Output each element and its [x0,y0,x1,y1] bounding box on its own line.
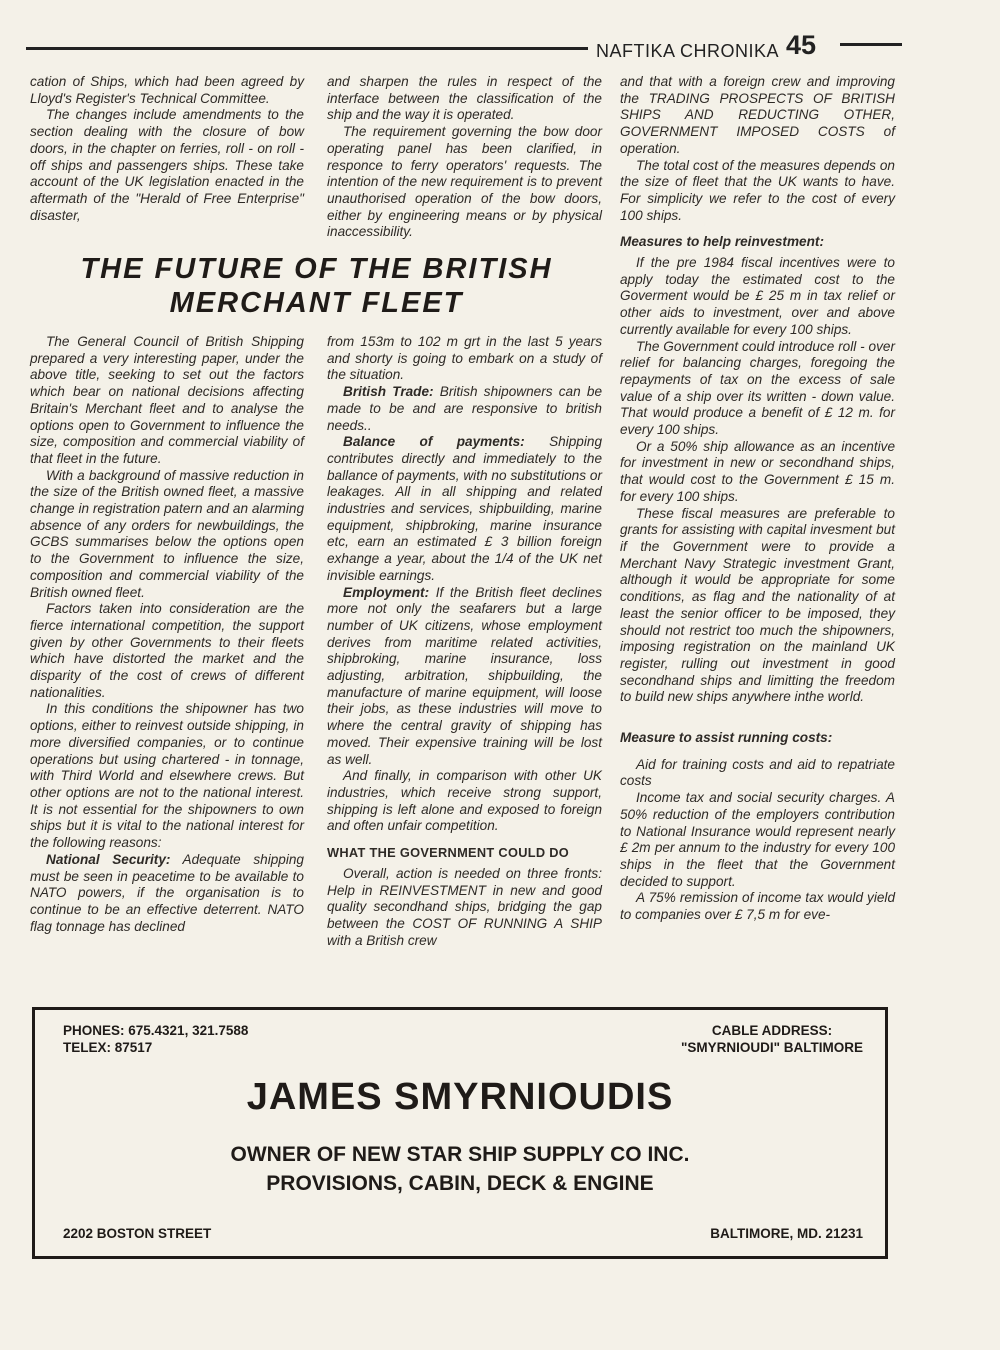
header-rule-left [26,47,588,50]
paragraph: The requirement governing the bow door operating panel has been clarified, in responce to ferry operators' requests. The intention of the new requirement is to prevent unauthorised operation of the bow doors, either by engineering means or by physical inaccessibility. [327,124,602,240]
paragraph: and sharpen the rules in respect of the interface between the classification of the ship and the way it is operated. [327,74,602,123]
paragraph-text: If the British fleet declines more not only the seafarers but a large number of UK citizens, whose employment derives from maritime related activities, shipbroking, marine insurance, loss adjusting, arbitration, shipbuilding, the manufacture of marine equipment, will loose their jobs, as these industries will move to where the central gravity of shipping has moved. Their expensive training will be lost as well. [327,584,602,767]
paragraph-text: Adequate shipping must be seen in peacetime to be available to NATO powers, if the organisation is to continue to be an effective deterrent. NATO flag tonnage has declined [30,851,304,934]
paragraph: cation of Ships, which had been agreed by Lloyd's Register's Technical Committee. [30,74,304,106]
ad-company-owner-name: JAMES SMYRNIOUDIS [246,1076,674,1118]
section-heading-running-costs: Measure to assist running costs: [620,730,833,746]
paragraph: Overall, action is needed on three fronts: Help in REINVESTMENT in new and good quality secondhand ships, bridging the gap between the COST OF RUNNING A SHIP with a British crew [327,865,602,948]
article-headline [30,252,603,320]
paragraph: With a background of massive reduction in the size of the British owned fleet, a massive change in registration patern and an alarming absence of any orders for newbuildings, the GCBS summarises below the options open to the Government to influence the size, composition and commercial viability of the British owned fleet. [30,467,304,600]
run-in-heading: National Security: [46,851,171,867]
paragraph: The Government could introduce roll - over relief for balancing charges, foregoing the repayments of tax on the excess of sale value of a ship over its written - down value. That would produce a benefit of £ 12 m. for every 100 ships. [620,338,895,438]
paragraph: In this conditions the shipowner has two options, either to reinvest outside shipping, in more diversified companies, or to continue operations but using chartered - in tonnage, with Third World and elsewhere crews. But other options are not to the national interest. It is not essential for the shipowners to own ships but it is vital to the national interest for the following reasons: [30,701,304,851]
article-column-3 [620,74,895,924]
section-heading-reinvestment: Measures to help reinvestment: [620,234,824,250]
paragraph: If the pre 1984 fiscal incentives were to apply today the estimated cost to the Goverment would be £ 25 m in tax relief or other aids to investment, over and above currently available for every 100 ships. [620,255,895,337]
paragraph: These fiscal measures are preferable to grants for assisting with capital invesment but if the Government were to provide a Merchant Navy Strategic investment Grant, although it would be appropriate for some conditions, as flag and the nationality of at least the senior officer to be imposed, they should not restrict too much the shipowners, imposing registration on the mainland UK register, rulling out investment in good secondhand ships and limitting the freedom to build new ships anywhere inthe world. [620,505,895,705]
magazine-name: NAFTIKA CHRONIKA [596,41,780,61]
paragraph: Income tax and social security charges. A 50% reduction of the employers contribution to National Insurance would represent nearly £ 2m per annum to the industry for every 100 ships in the fleet that the Government decided to support. [620,790,895,889]
paragraph-text: British shipowners can be made to be and are responsive to british needs.. [327,384,602,433]
article-column-2 [327,334,602,949]
article-column-1 [30,334,304,935]
header-rule-right [840,43,902,46]
ad-phones: PHONES: 675.4321, 321.7588 [63,1023,249,1038]
run-in-heading: British Trade: [343,384,434,400]
paragraph-national-security [30,852,304,936]
paragraph: and that with a foreign crew and improving the TRADING PROSPECTS OF BRITISH SHIPS AND REDUCTING OTHER, GOVERNMENT IMPOSED COSTS of operation. [620,74,895,156]
paragraph: from 153m to 102 m grt in the last 5 years and shorty is going to embark on a study of the situation. [327,334,602,383]
paragraph: The General Council of British Shipping prepared a very interesting paper, under the above title, seeking to set out the factors which bear on national decisions affecting Britain's Merchant fleet and to analyse the options open to Government to influence the size, composition and commercial viability of that fleet in the future. [30,334,304,466]
advertisement-box [32,1007,888,1259]
headline-line-2: MERCHANT FLEET [169,287,464,319]
section-heading-government: WHAT THE GOVERNMENT COULD DO [327,845,570,861]
paragraph-employment [327,585,602,769]
paragraph-balance-of-payments [327,434,602,584]
paragraph: The changes include amendments to the section dealing with the closure of bow doors, in the chapter on ferries, roll - on roll - off ships and passengers ships. These take account of the UK legislation enacted in the aftermath of the "Herald of Free Enterprise" disaster, [30,107,304,223]
paragraph: Factors taken into consideration are the fierce international competition, the support given by other Governments to their fleets which have distorted the market and the disparity of the cost of crews of different nationalities. [30,601,304,700]
run-in-heading: Balance of payments: [343,434,525,450]
paragraph: The total cost of the measures depends on the size of fleet that the UK wants to have. For simplicity we refer to the cost of every 100 ships. [620,157,895,223]
paragraph-british-trade [327,384,602,434]
page-number: 45 [786,30,817,60]
paragraph: And finally, in comparison with other UK industries, which receive strong support, shipping is left alone and exposed to foreign and often unfair competition. [327,768,602,834]
headline-line-1: THE FUTURE OF THE BRITISH [80,253,553,285]
ad-cable-label: CABLE ADDRESS: [711,1023,833,1038]
ad-services-line: PROVISIONS, CABIN, DECK & ENGINE [266,1172,654,1195]
ad-owner-line: OWNER OF NEW STAR SHIP SUPPLY CO INC. [230,1143,690,1166]
run-in-heading: Employment: [343,584,430,600]
paragraph: Aid for training costs and aid to repatriate costs [620,756,895,789]
ad-telex: TELEX: 87517 [63,1040,153,1055]
paragraph-text: Shipping contributes directly and immediately to the ballance of payments, with no substitutions or leakages. All in all shipping and related industries and services, shipbuilding, marine equipment, shipbroking, marine insurance etc, earn an estimated £ 3 billion foreign exhange a year, about the 1/4 of the UK net invisible earnings. [327,434,603,583]
ad-cable-block [681,1022,863,1056]
ad-description [35,1140,885,1198]
previous-article-col2 [327,74,602,241]
ad-street-address: 2202 BOSTON STREET [63,1226,212,1241]
ad-cable-value: "SMYRNIOUDI" BALTIMORE [680,1040,863,1055]
previous-article-col1 [30,74,304,224]
paragraph: Or a 50% ship allowance as an incentive for investment in new or secondhand ships, that would cost to the Government £ 15 m. for every 100 ships. [620,438,895,504]
ad-contact-block [63,1022,248,1056]
ad-city: BALTIMORE, MD. 21231 [710,1226,863,1241]
paragraph: A 75% remission of income tax would yield to companies over £ 7,5 m for eve- [620,890,895,923]
